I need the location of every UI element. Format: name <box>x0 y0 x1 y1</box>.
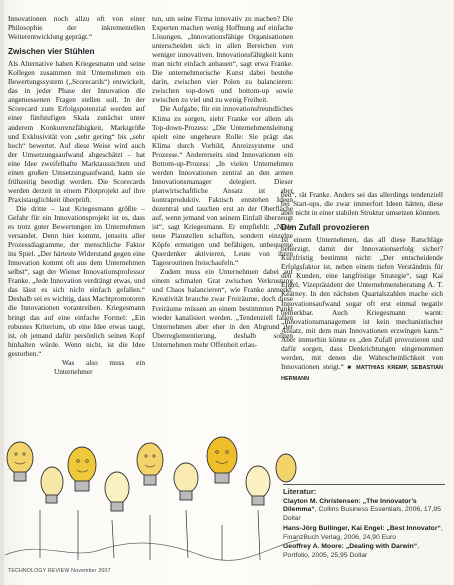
literature-item <box>283 543 445 560</box>
column1-paragraph-3: Was also muss ein Unternehmer <box>54 357 145 376</box>
literature-work: „Dealing with Darwin“ <box>345 543 418 551</box>
column2-paragraph-2: Die Aufgabe, für ein innovationsfreundliches Klima zu sorgen, sieht Franke vor allem als Top-down-Prozess: „Die Unternehmensleitung spielt eine ungeheure Rolle: Sie prägt das Klima durch Vorbild, Anreizsysteme und Prozesse.“ Andererseits sind Innovationen ein Bottom-up-Prozess: „In vielen Unternehmen werden Innovationen zentral an den armen Innovationsmanager delegiert. Dieser planwirtschaftliche Ansatz ist aber kontraproduktiv. Faktisch entstehen Ideen dezentral und tauchen erst an der Oberfläche auf, wenn jemand von seinem Einfall überzeugt ist“, sagt Kriegesmann. Er empfiehlt: „Nicht neue Planstellen schaffen, sondern einzelne Köpfe ermutigen und befähigen, unbequeme Querdenker aktivieren, Leute von ihren Tagesroutinen freischaufeln.“ <box>152 104 293 268</box>
literature-box <box>283 484 445 562</box>
column3-paragraph-1: ben“, rät Franke. Anders sei das allerdings tendenziell bei Start-ups, die zwar immerfort Ideen hätten, diese aber nicht in einer stabilen Struktur umsetzen könnten. <box>281 190 443 218</box>
bulb-group <box>7 437 296 511</box>
column1-paragraph-2: Die dritte – laut Kriegesmann größte – Gefahr für ein Innovationsprojekt ist es, dass es trotz guter Bewertungen im Unternehmen versandet. Denn hier kommt, jenseits aller Prozessdiagramme, der menschliche Faktor ins Spiel. „Der härteste Widerstand gegen eine Innovation kommt oft aus dem Unternehmen selbst“, sagt der Wiener Innovationsprofessor Franke. „Jede Innovation verdrängt etwas, und das lässt es sich nicht einfach gefallen.“ Deshalb sei es wichtig, dass Machtpromotoren die Innovationen vorantreiben. Kriegesmann bringt das auf eine einfache Formel: „Ein robustes Kriterium, ob eine Idee etwas taugt, ist, ob jemand dafür persönlich seinen Kopf hinhalten würde. Wenn nicht, ist die Idee gestorben.“ <box>8 203 145 358</box>
lightbulb-illustration <box>0 390 300 568</box>
literature-item <box>283 498 445 524</box>
end-mark: ■ <box>347 364 353 371</box>
column1-paragraph-1: Als Alternative haben Kriegesmann und seine Kollegen zusammen mit Unternehmen ein Bewertungssystem („Scorecards“) entwickelt, das in jeder Phase der Innovation die angemessenen Fragen stellen soll. In der Scorecard zum Erfolgspotenzial werden auf einer fünfstufigen Skala zunächst unter anderem Konkurrenzfähigkeit, Marktgröße und Exklusivität von „sehr gering“ bis „sehr hoch“ bewertet. Auf diese Weise wird auch der Umsetzungsaufwand abgeschätzt – hat eine Idee zweifelhafte Marktaussichten und einen großen Umsetzungsaufwand, kann sie frühzeitig beerdigt werden. Die Scorecards werden derzeit in einem Pilotprojekt auf ihre Praxistauglichkeit überprüft. <box>8 59 145 204</box>
literature-work: „Best Innovator“ <box>386 524 441 532</box>
literature-title: Literatur: <box>283 487 317 496</box>
author-credit: MATTHIAS KREMP, SEBASTIAN HERMANN <box>281 364 444 382</box>
section-heading-zufall: Den Zufall provozieren <box>281 223 370 233</box>
column2-paragraph-3: Zudem muss ein Unternehmen dabei auf einem schmalen Grat zwischen Verkrustung und Chaos balancieren“, wie Franke anmerkt. Kreativität brauche zwar Freiräume, doch diese Freiräume müssen an einem bestimmten Punkt wieder kanalisiert werden. „Tendenziell fallen Unternehmen aber eher in den Abgrund der Überreglementierung, deshalb sollten Unternehmen mehr Offenheit erlau- <box>152 267 293 349</box>
column-3 <box>281 190 443 384</box>
literature-details: , FinanzBuch Verlag, 2006, 24,90 Euro <box>283 524 443 541</box>
section-heading-vier-stuehlen: Zwischen vier Stühlen <box>8 47 95 57</box>
literature-author: Geoffrey A. Moore: <box>283 543 344 551</box>
column3-paragraph-2-text: Ist einem Unternehmen, das all diese Ratschläge beherzigt, damit der Innovationserfolg sicher? Kurzfristig bestimmt nicht: „Der entscheidende Erfolgsfaktor ist, neben einem tiefen Verständnis für den Kunden, eine langfristige Strategie“, sagt Kai Engel, Vizepräsident der Unternehmensberatung A. T. Kearney. In den nächsten Quartalszahlen mache sich Innovationsaufwand sogar oft erst einmal negativ bemerkbar. Auch Kriegesmann warnt: „Innovationsmanagement ist kein mechanistischer Ansatz, mit dem man Innovationen erzwingen kann.“ Aber immerhin könne es „den Zufall provozieren und dafür sorgen, dass Denkrichtungen eingenommen werden, mit denen die Wahrscheinlichkeit von Innovationen steigt.“ <box>281 235 443 371</box>
column1-intro: Innovationen noch allzu oft von einer Philosophie der inkrementellen Weiterentwicklung geprägt.“ <box>8 14 145 42</box>
column-1 <box>8 14 145 376</box>
literature-author: Hans-Jörg Bullinger, Kai Engel: <box>283 524 385 532</box>
literature-work: „The Innovator’s Dilemma“ <box>283 497 417 514</box>
column3-paragraph-2 <box>281 235 443 384</box>
page-footer: TECHNOLOGY REVIEW November 2007 <box>8 568 111 574</box>
literature-details: , Portfolio, 2005, 25,95 Dollar <box>283 543 420 559</box>
literature-author: Clayton M. Christensen: <box>283 497 361 505</box>
literature-item <box>283 525 445 542</box>
column-2 <box>152 14 293 349</box>
column2-paragraph-1: tun, um seine Firma innovativ zu machen? Die Experten machen wenig Hoffnung auf einfache Lösungen. „Innovationsfähige Organisationen unterscheiden sich in allen Bereichen von weniger innovativen. Innovationsfähigkeit kann man nicht einfach anbauen“, sagt etwa Franke. Die unternehmerische Kunst dabei bestehe darin, zwischen vier Polen zu balancieren: zwischen top-down und bottom-up sowie zwischen zu viel und zu wenig Freiheit. <box>152 14 293 105</box>
literature-details: , Collins Business Essentials, 2006, 17,95 Dollar <box>283 506 441 523</box>
